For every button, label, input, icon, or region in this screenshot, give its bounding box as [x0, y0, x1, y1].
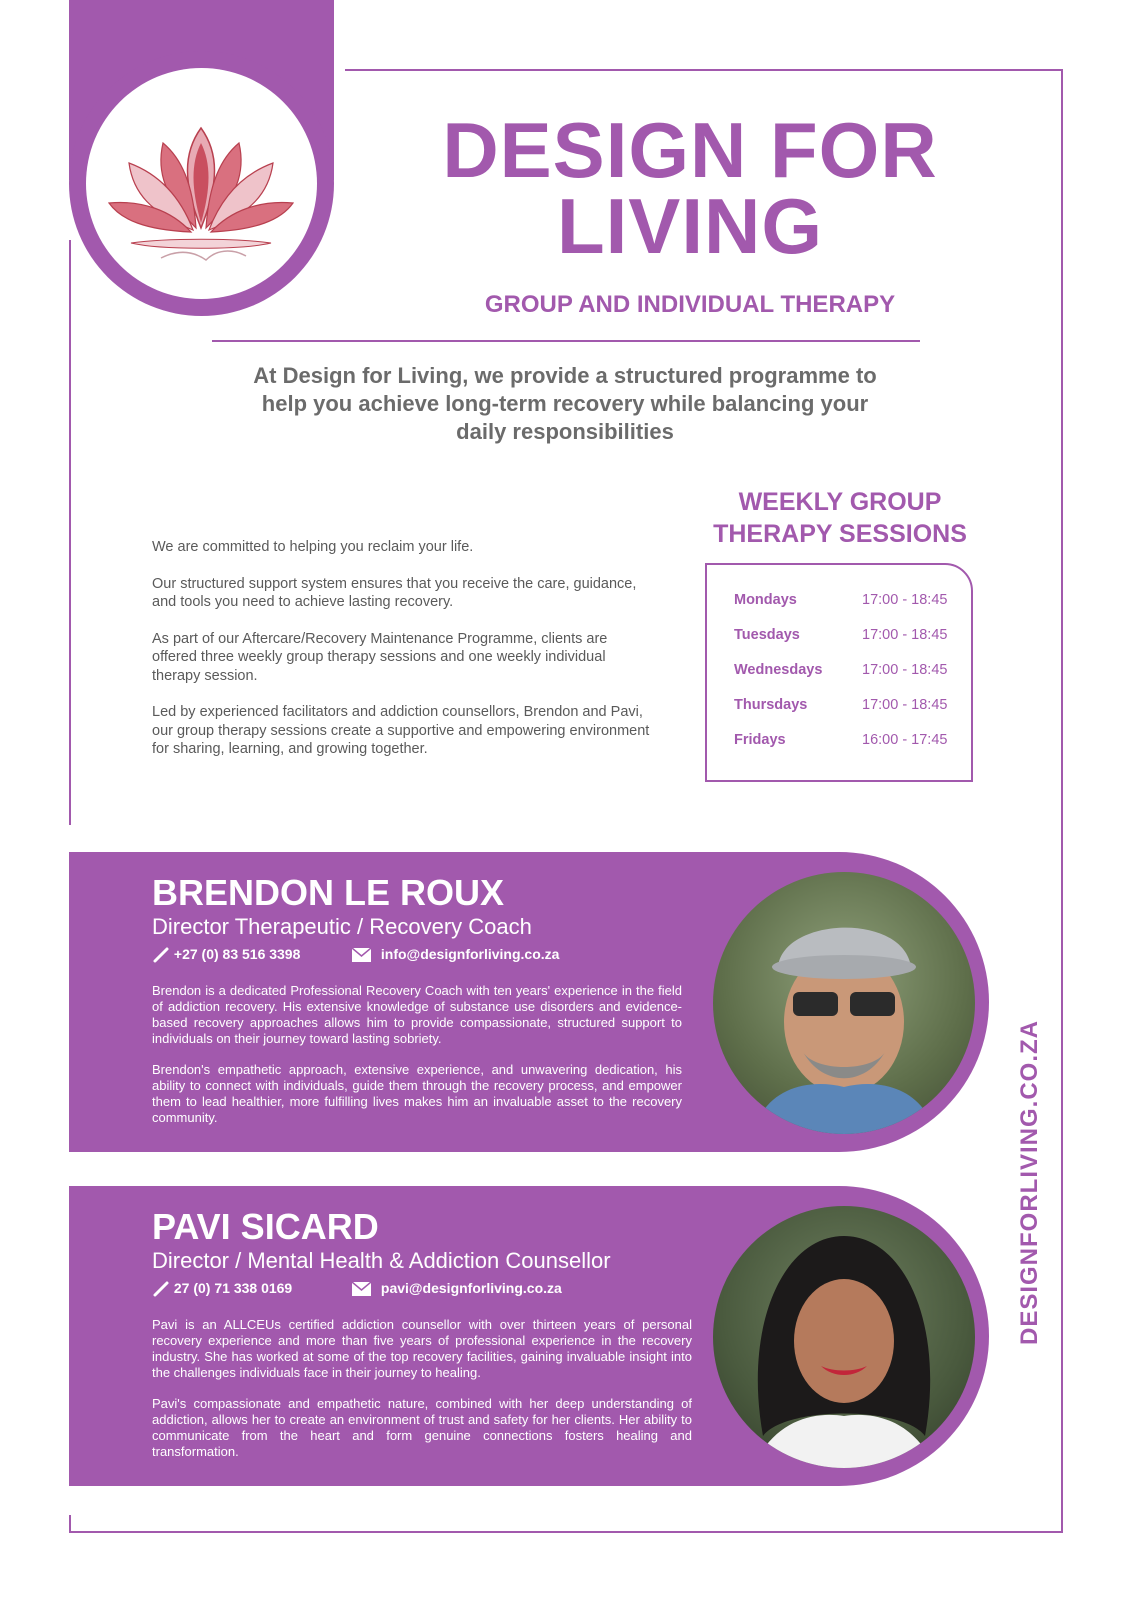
schedule-heading — [700, 486, 980, 550]
schedule-time: 17:00 - 18:45 — [862, 592, 948, 608]
bio-paragraph: Brendon is a dedicated Professional Recovery Coach with ten years' experience in the field of addiction recovery. His extensive knowledge of substance use disorders and evidence-based recovery approaches allows him to provide compassionate, structured support to individuals on their journey toward lasting sobriety. — [152, 983, 682, 1046]
mail-icon — [352, 948, 371, 962]
frame-bottom-line — [69, 1531, 1063, 1533]
frame-left-line-bottom — [69, 1515, 71, 1533]
brendon-name: BRENDON LE ROUX — [152, 872, 505, 913]
frame-right-line — [1061, 69, 1063, 1533]
brendon-bio — [152, 983, 682, 1141]
body-copy — [152, 538, 652, 777]
schedule-time: 17:00 - 18:45 — [862, 627, 948, 643]
pavi-email-link[interactable]: pavi@designforliving.co.za — [380, 1280, 562, 1296]
schedule-day: Tuesdays — [734, 627, 800, 643]
body-paragraph: Our structured support system ensures that you receive the care, guidance, and tools you need to achieve lasting recovery. — [152, 575, 637, 610]
bio-paragraph: Pavi's compassionate and empathetic nature, combined with her deep understanding of addiction, allows her to create an environment of trust and safety for her clients. Her ability to communicate from the heart and form genuine connections fosters healing and transformation. — [152, 1396, 692, 1459]
pavi-phone-link[interactable]: 27 (0) 71 338 0169 — [173, 1280, 293, 1296]
pavi-email-row — [352, 1280, 562, 1296]
schedule-heading-line-2: THERAPY SESSIONS — [713, 520, 967, 548]
brendon-photo — [713, 872, 975, 1134]
mail-icon — [352, 1282, 371, 1296]
body-paragraph: Led by experienced facilitators and addiction counsellors, Brendon and Pavi, our group therapy sessions create a supportive and empowering environment for sharing, learning, and growing together. — [152, 704, 650, 757]
schedule-time: 16:00 - 17:45 — [862, 732, 948, 748]
schedule-day: Mondays — [734, 592, 797, 608]
person-portrait-icon — [713, 872, 975, 1134]
bio-paragraph: Pavi is an ALLCEUs certified addiction counsellor with over thirteen years of personal recovery experience and more than five years of professional experience in the recovery industry. She has worked at some of the top recovery facilities, gaining invaluable insight into the challenges individuals face in their journey to healing. — [152, 1317, 692, 1380]
frame-left-line — [69, 240, 71, 825]
schedule-day: Wednesdays — [734, 662, 823, 678]
title-line-2: LIVING — [556, 182, 823, 270]
logo-circle — [86, 68, 317, 299]
page-title — [420, 106, 960, 270]
title-line-1: DESIGN FOR — [442, 106, 938, 194]
phone-icon — [152, 946, 170, 964]
body-paragraph: As part of our Aftercare/Recovery Maintenance Programme, clients are offered three weekly group therapy sessions and one weekly individual therapy session. — [152, 630, 608, 684]
brendon-email-row — [352, 946, 559, 962]
schedule-time: 17:00 - 18:45 — [862, 662, 948, 678]
pavi-phone-row — [152, 1280, 292, 1298]
page-subtitle: GROUP AND INDIVIDUAL THERAPY — [484, 291, 896, 318]
brendon-phone-row — [152, 946, 300, 964]
brendon-email-link[interactable]: info@designforliving.co.za — [380, 946, 560, 962]
brendon-phone-link[interactable]: +27 (0) 83 516 3398 — [173, 946, 301, 962]
schedule-box — [705, 563, 973, 782]
brendon-role: Director Therapeutic / Recovery Coach — [152, 914, 532, 939]
phone-icon — [152, 1280, 170, 1298]
schedule-day: Fridays — [734, 732, 786, 748]
schedule-day: Thursdays — [734, 697, 808, 713]
bio-paragraph: Brendon's empathetic approach, extensive experience, and unwavering dedication, his ability to connect with individuals, guide them through the recovery process, and empower them to lead healthier, more fulfilling lives makes him an invaluable asset to the recovery community. — [152, 1062, 682, 1125]
pavi-role: Director / Mental Health & Addiction Counsellor — [152, 1248, 611, 1273]
schedule-heading-line-1: WEEKLY GROUP — [738, 488, 942, 516]
lotus-logo-icon — [86, 68, 317, 299]
frame-top-line — [345, 69, 1063, 71]
person-portrait-icon — [713, 1206, 975, 1468]
body-paragraph: We are committed to helping you reclaim your life. — [152, 539, 474, 555]
website-vertical-text[interactable]: DESIGNFORLIVING.CO.ZA — [1016, 1019, 1043, 1345]
pavi-name: PAVI SICARD — [152, 1206, 379, 1247]
intro-text: At Design for Living, we provide a structured programme to help you achieve long-term recovery while balancing your daily responsibilities — [253, 363, 877, 444]
schedule-time: 17:00 - 18:45 — [862, 697, 948, 713]
pavi-bio — [152, 1317, 692, 1475]
header-divider — [212, 340, 920, 342]
pavi-photo — [713, 1206, 975, 1468]
